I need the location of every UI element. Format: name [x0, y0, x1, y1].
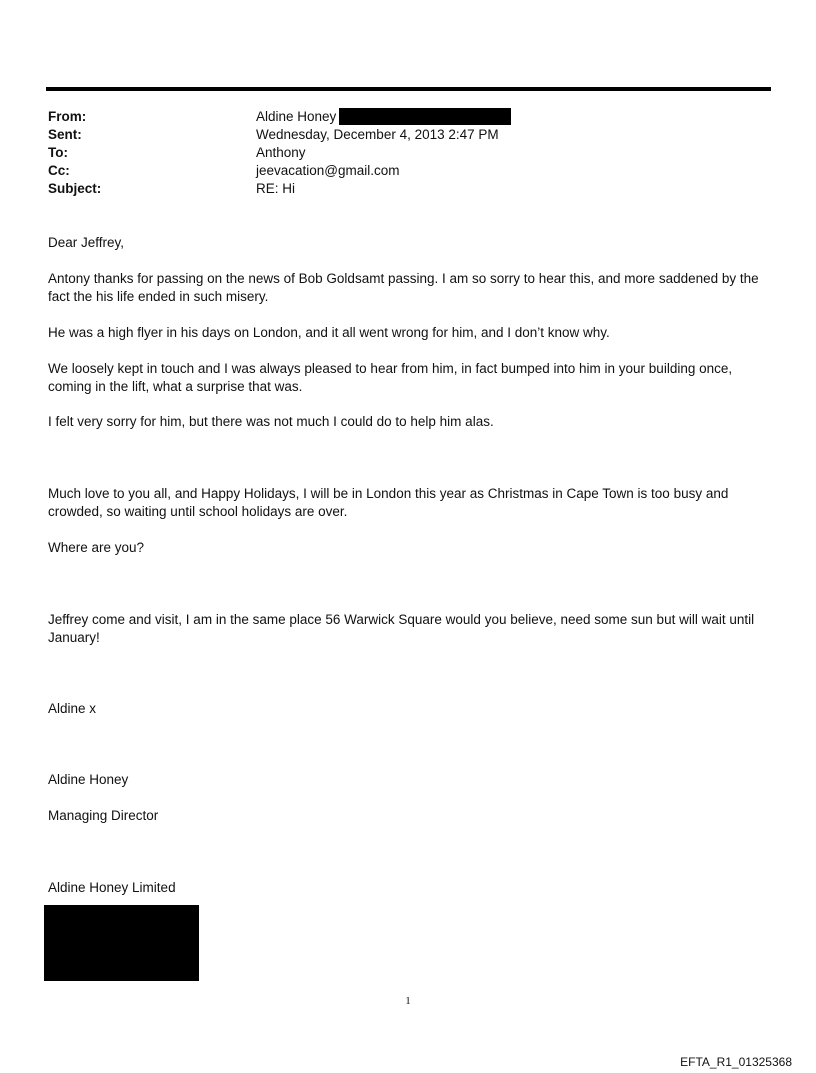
paragraph-4: I felt very sorry for him, but there was not much I could do to help him alas.	[48, 414, 494, 429]
from-value	[256, 108, 511, 126]
paragraph-5: Much love to you all, and Happy Holidays, I will be in London this year as Christmas in Cape Town is too busy and crowded, so waiting until school holidays are over.	[48, 486, 729, 519]
signature-title: Managing Director	[48, 808, 159, 823]
header-rule	[46, 87, 771, 91]
signature-name: Aldine Honey	[48, 772, 129, 787]
paragraph-6: Where are you?	[48, 540, 145, 555]
paragraph-7: Jeffrey come and visit, I am in the same place 56 Warwick Square would you believe, need some sun but will wait until January!	[48, 612, 755, 645]
paragraph-3: We loosely kept in touch and I was always pleased to hear from him, in fact bumped into him in your building once, coming in the lift, what a surprise that was.	[48, 361, 733, 394]
redaction-block	[44, 905, 199, 981]
paragraph-2: He was a high flyer in his days on London, and it all went wrong for him, and I don’t know why.	[48, 325, 610, 340]
page-number: 1	[405, 995, 411, 1007]
paragraph-1: Antony thanks for passing on the news of Bob Goldsamt passing. I am so sorry to hear this, and more saddened by the fact the his life ended in such misery.	[48, 271, 759, 304]
to-label: To:	[48, 145, 68, 160]
signature-company: Aldine Honey Limited	[48, 880, 176, 895]
document-id: EFTA_R1_01325368	[680, 1055, 792, 1069]
to-value: Anthony	[256, 145, 306, 160]
from-name: Aldine Honey	[256, 109, 337, 124]
cc-value: jeevacation@gmail.com	[256, 163, 400, 178]
cc-label: Cc:	[48, 163, 70, 178]
signoff: Aldine x	[48, 701, 97, 716]
greeting: Dear Jeffrey,	[48, 235, 125, 250]
redaction-bar	[339, 108, 511, 125]
from-label: From:	[48, 109, 87, 124]
sent-label: Sent:	[48, 127, 82, 142]
sent-value: Wednesday, December 4, 2013 2:47 PM	[256, 127, 499, 142]
subject-label: Subject:	[48, 181, 102, 196]
subject-value: RE: Hi	[256, 181, 296, 196]
